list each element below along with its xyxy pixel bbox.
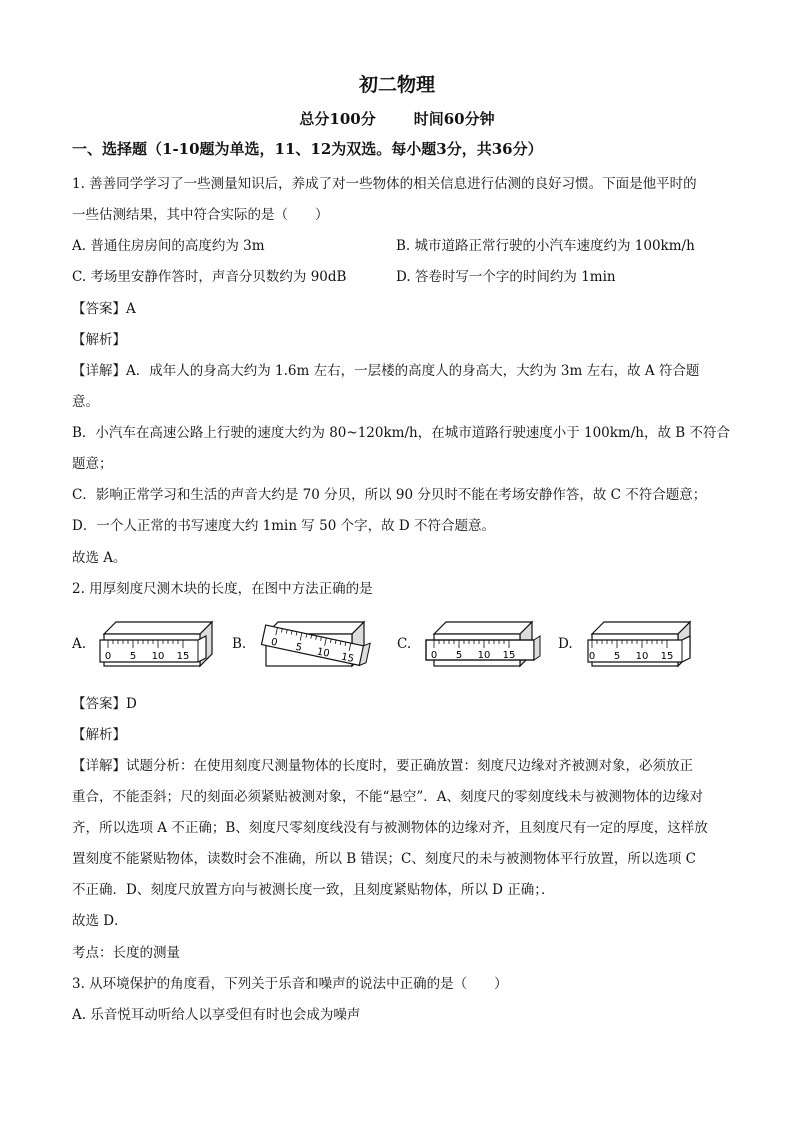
q1-conclusion: 故选 A。 [72,550,127,566]
q1-detail-line6: D．一个人正常的书写速度大约 1min 写 50 个字，故 D 不符合题意。 [72,518,495,534]
figure-b-tick-0: 0 [269,636,279,649]
q1-analysis-label: 【解析】 [72,332,126,348]
q1-detail-line4: 题意； [72,456,113,472]
q1-stem-line2: 一些估测结果，其中符合实际的是（ ） [72,207,329,223]
total-score: 总分100分 [299,110,376,128]
figure-d-ruler-block [578,614,708,670]
q2-answer: 【答案】D [72,696,137,712]
q1-stem-line1: 1. 善善同学学习了一些测量知识后，养成了对一些物体的相关信息进行估测的良好习惯。下面是他平时的 [72,176,697,192]
figure-c-ruler-block [418,614,548,670]
q2-kaodian: 考点：长度的测量 [72,945,180,961]
figure-a-tick-5: 5 [129,651,137,662]
q1-detail-line2: 意。 [72,394,99,410]
q1-detail-line3: B．小汽车在高速公路上行驶的速度大约为 80~120km/h，在城市道路行驶速度小于 100km/h，故 B 不符合 [72,425,730,441]
figure-d-tick-15: 15 [660,651,674,662]
q3-stem: 3. 从环境保护的角度看，下列关于乐音和噪声的说法中正确的是（ ） [72,976,508,992]
q2-detail-line4: 置刻度不能紧贴物体，读数时会不准确，所以 B 错误；C、刻度尺的未与被测物体平行放置，所以选项 C [72,851,696,867]
q1-option-a: A. 普通住房房间的高度约为 3m [72,238,265,254]
q1-answer: 【答案】A [72,301,136,317]
q2-stem: 2. 用厚刻度尺测木块的长度，在图中方法正确的是 [72,581,373,597]
q2-analysis-label: 【解析】 [72,727,126,743]
q2-detail-line1: 【详解】试题分析：在使用刻度尺测量物体的长度时，要正确放置：刻度尺边缘对齐被测对象，必须放正 [72,758,693,774]
q3-option-a: A. 乐音悦耳动听给人以享受但有时也会成为噪声 [72,1007,361,1023]
exam-info [0,108,794,129]
figure-b-label: B. [232,636,247,652]
figure-b-tick-5: 5 [294,641,303,654]
figure-b-tick-15: 15 [340,651,355,665]
figure-a-tick-15: 15 [176,651,190,662]
q2-detail-line3: 齐，所以选项 A 不正确；B、刻度尺零刻度线没有与被测物体的边缘对齐，且刻度尺有一定的厚度，这样放 [72,820,708,836]
q1-detail-line1: 【详解】A．成年人的身高大约为 1.6m 左右，一层楼的高度人的身高大，大约为 3m 左右，故 A 符合题 [72,363,700,379]
figure-d-tick-5: 5 [613,651,621,662]
figure-c-tick-5: 5 [455,650,463,661]
time-limit: 时间60分钟 [413,110,495,128]
q1-detail-line5: C．影响正常学习和生活的声音大约是 70 分贝，所以 90 分贝时不能在考场安静作答，故 C 不符合题意； [72,487,707,503]
page-title: 初二物理 [358,74,435,96]
figure-a-label: A. [72,636,87,652]
q2-conclusion: 故选 D． [72,913,128,929]
ruler-figures [72,614,712,674]
figure-d-tick-10: 10 [635,651,649,662]
q2-detail-line2: 重合，不能歪斜；尺的刻面必须紧贴被测对象，不能“悬空”．A、刻度尺的零刻度线未与被测物体的边缘对 [72,789,704,805]
figure-d-tick-0: 0 [588,651,596,662]
q2-detail-line5: 不正确．D、刻度尺放置方向与被测长度一致，且刻度紧贴物体，所以 D 正确；． [72,882,555,898]
figure-c-tick-15: 15 [502,650,516,661]
figure-a-tick-0: 0 [104,651,112,662]
figure-a-tick-10: 10 [151,651,165,662]
q1-option-c: C. 考场里安静作答时，声音分贝数约为 90dB [72,269,347,285]
figure-c-tick-10: 10 [477,650,491,661]
figure-a-ruler-block [94,614,224,670]
figure-b-ruler-block [256,614,386,674]
figure-c-label: C. [397,636,412,652]
figure-c-tick-0: 0 [430,650,438,661]
figure-b-tick-10: 10 [315,646,331,660]
section-heading: 一、选择题（1-10题为单选，11、12为双选。每小题3分，共36分） [72,140,543,158]
q1-option-d: D. 答卷时写一个字的时间约为 1min [396,269,616,285]
q1-option-b: B. 城市道路正常行驶的小汽车速度约为 100km/h [396,238,695,254]
figure-d-label: D. [558,636,573,652]
